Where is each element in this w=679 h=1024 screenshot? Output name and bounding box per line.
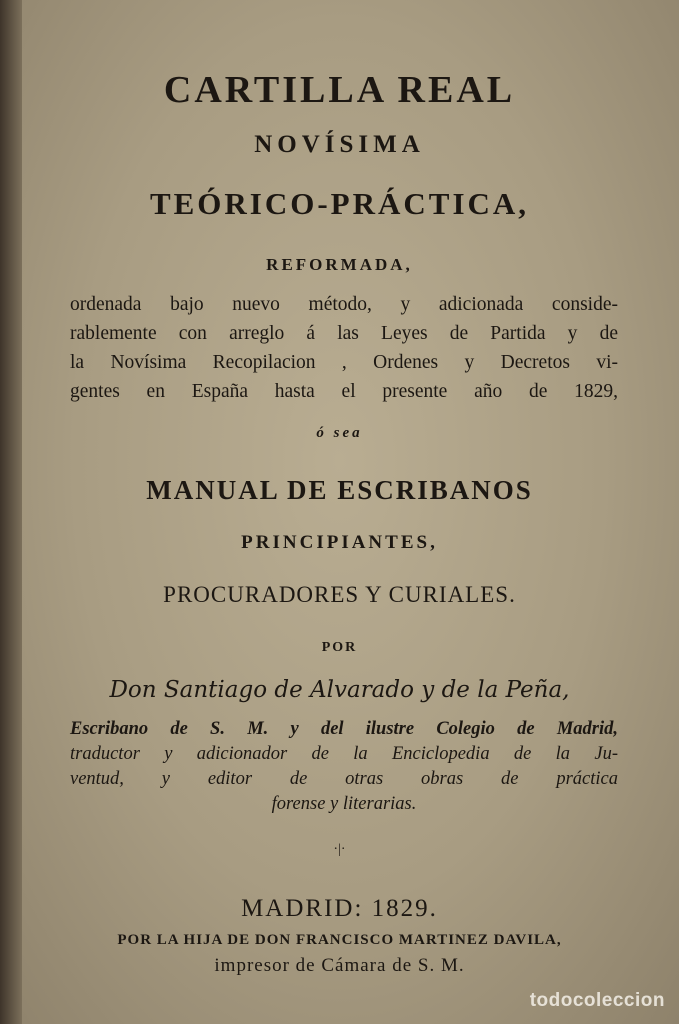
title-reformada: REFORMADA, [266, 255, 413, 274]
imprint-place-year: MADRID: 1829. [241, 895, 438, 922]
credential-line: Escribano de S. M. y del ilustre Colegio de Madrid, [70, 719, 618, 739]
ornament-separator: ·|· [333, 842, 346, 857]
title-teorico-practica: TEÓRICO-PRÁCTICA, [149, 186, 530, 221]
credential-line: forense y literarias. [271, 794, 417, 814]
o-sea-label: ó sea [316, 425, 363, 441]
procuradores-label: PROCURADORES Y CURIALES. [163, 582, 516, 607]
watermark-logo: todocoleccion [529, 990, 665, 1011]
imprint-printer-title: impresor de Cámara de S. M. [214, 955, 465, 976]
credential-line: traductor y adicionador de la Enciclopedia de la Ju- [70, 744, 618, 764]
description-line: gentes en España hasta el presente año de 1829, [70, 381, 618, 402]
description-paragraph [70, 290, 618, 406]
author-credentials [70, 717, 618, 817]
manual-title: MANUAL DE ESCRIBANOS [146, 475, 533, 505]
title-novisima: NOVÍSIMA [254, 131, 425, 158]
main-title: CARTILLA REAL [163, 69, 516, 111]
imprint-printer: POR LA HIJA DE DON FRANCISCO MARTINEZ DAVILA, [117, 932, 562, 948]
description-line: rablemente con arreglo á las Leyes de Partida y de [70, 323, 618, 344]
por-label: POR [321, 640, 358, 655]
credential-line: ventud, y editor de otras obras de práctica [70, 769, 618, 789]
author-name: Don Santiago de Alvarado y de la Peña, [109, 677, 570, 703]
description-line: la Novísima Recopilacion , Ordenes y Decretos vi- [70, 352, 618, 373]
principiantes-label: PRINCIPIANTES, [241, 532, 438, 553]
description-line: ordenada bajo nuevo método, y adicionada conside- [70, 294, 618, 315]
